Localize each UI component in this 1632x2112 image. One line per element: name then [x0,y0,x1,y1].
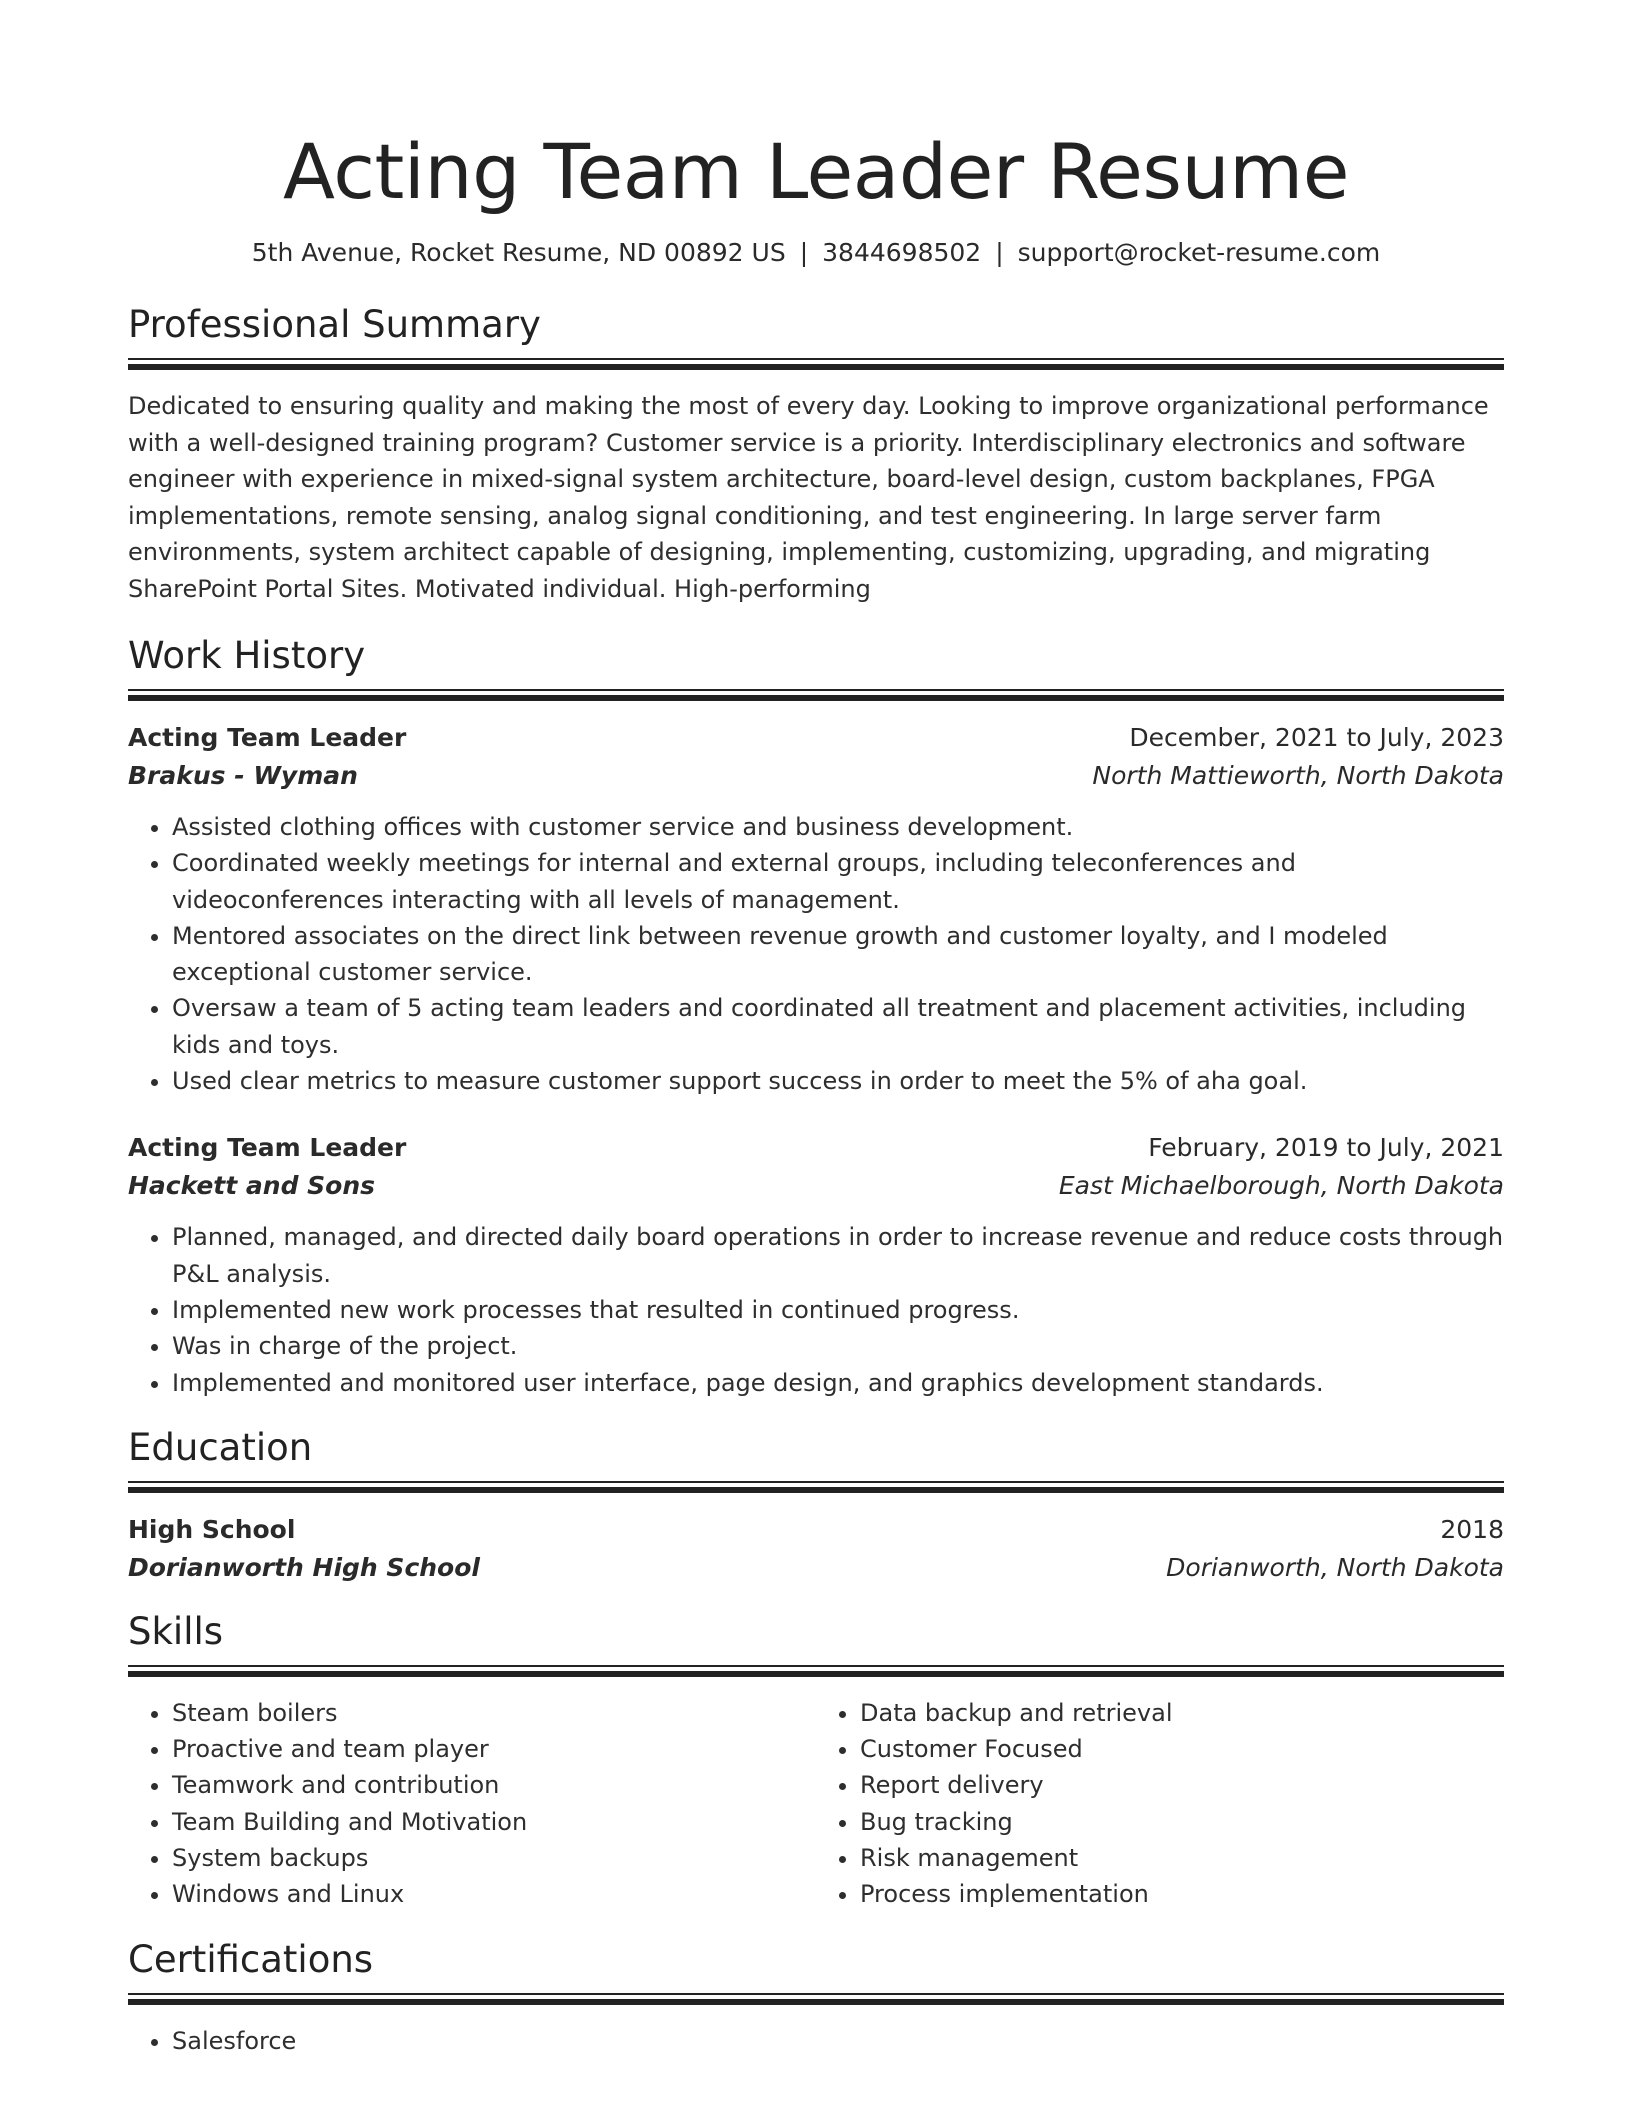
education-section [128,1425,1504,1587]
section-heading-education: Education [128,1425,313,1469]
list-item: • Planned, managed, and directed daily board operations in order to increase revenue and reduce costs through P&L analysis. [172,1219,1504,1292]
section-heading-certifications: Certifications [128,1937,374,1981]
list-item: • Mentored associates on the direct link between revenue growth and customer loyalty, and I modeled exceptional customer service. [172,918,1504,991]
list-item: • Salesforce [172,2023,1504,2059]
contact-phone: 3844698502 [822,238,982,267]
section-heading-summary: Professional Summary [128,303,541,346]
section-divider [128,358,1504,372]
list-item: • Data backup and retrieval [860,1695,1504,1731]
job-title: Acting Team Leader [128,1133,407,1163]
list-item: • Teamwork and contribution [172,1767,816,1803]
job-dates: December, 2021 to July, 2023 [1129,723,1504,752]
list-item: • Implemented and monitored user interface, page design, and graphics development standards. [172,1365,1504,1401]
list-item: • Windows and Linux [172,1876,816,1912]
job-title: Acting Team Leader [128,723,407,752]
education-location: Dorianworth, North Dakota [1166,1552,1504,1582]
list-item: • Process implementation [860,1876,1504,1912]
list-item: • Assisted clothing offices with customer service and business development. [172,809,1504,845]
job-company: Brakus - Wyman [128,761,358,790]
job-bullets [128,1219,1504,1400]
contact-separator: | [799,238,809,267]
list-item: • Proactive and team player [172,1731,816,1767]
section-divider [128,1993,1504,2007]
section-divider [128,689,1504,703]
summary-text: Dedicated to ensuring quality and making the most of every day. Looking to improve organizational performance with a well-designed training program? Customer service is a priority. Interdisciplinary electronics and software engineer with experience in mixed-signal system architecture, board-level design, custom backplanes, FPGA implementations, remote sensing, analog signal conditioning, and test engineering. In large server farm environments, system architect capable of designing, implementing, customizing, upgrading, and migrating SharePoint Portal Sites. Motivated individual. High-performing [128,392,1489,603]
job-bullets [128,809,1504,1099]
certifications-list [128,2023,1504,2059]
list-item: • Team Building and Motivation [172,1804,816,1840]
section-divider [128,1665,1504,1679]
list-item: • Steam boilers [172,1695,816,1731]
list-item: • Customer Focused [860,1731,1504,1767]
education-year: 2018 [1440,1514,1504,1544]
job-location: East Michaelborough, North Dakota [1058,1171,1504,1201]
job-location: North Mattieworth, North Dakota [1092,761,1504,790]
education-degree: High School [128,1514,296,1544]
resume-page [128,0,1504,2059]
job-dates: February, 2019 to July, 2021 [1148,1133,1504,1163]
list-item: • Coordinated weekly meetings for internal and external groups, including teleconferences and videoconferences interacting with all levels of management. [172,845,1504,918]
list-item: • Used clear metrics to measure customer support success in order to meet the 5% of aha goal. [172,1063,1504,1099]
skills-list-left [128,1695,816,1913]
summary-section [128,302,1504,607]
section-heading-skills: Skills [128,1609,224,1653]
contact-line [128,236,1504,270]
job-entry [128,719,1504,1099]
skills-section [128,1609,1504,1913]
list-item: • Bug tracking [860,1804,1504,1840]
contact-address: 5th Avenue, Rocket Resume, ND 00892 US [251,238,786,267]
list-item: • System backups [172,1840,816,1876]
education-school: Dorianworth High School [128,1552,480,1582]
job-company: Hackett and Sons [128,1171,376,1201]
list-item: • Report delivery [860,1767,1504,1803]
certifications-section [128,1937,1504,2059]
work-section [128,633,1504,1401]
list-item: • Oversaw a team of 5 acting team leaders and coordinated all treatment and placement activities, including kids and toys. [172,990,1504,1063]
contact-separator: | [995,238,1004,267]
list-item: • Implemented new work processes that resulted in continued progress. [172,1292,1504,1328]
section-divider [128,1481,1504,1495]
skills-columns [128,1695,1504,1913]
contact-email: support@rocket-resume.com [1017,238,1381,267]
section-heading-work: Work History [128,634,366,677]
job-entry [128,1129,1504,1400]
list-item: • Was in charge of the project. [172,1328,1504,1364]
resume-title: Acting Team Leader Resume [283,127,1349,216]
list-item: • Risk management [860,1840,1504,1876]
skills-list-right [816,1695,1504,1913]
